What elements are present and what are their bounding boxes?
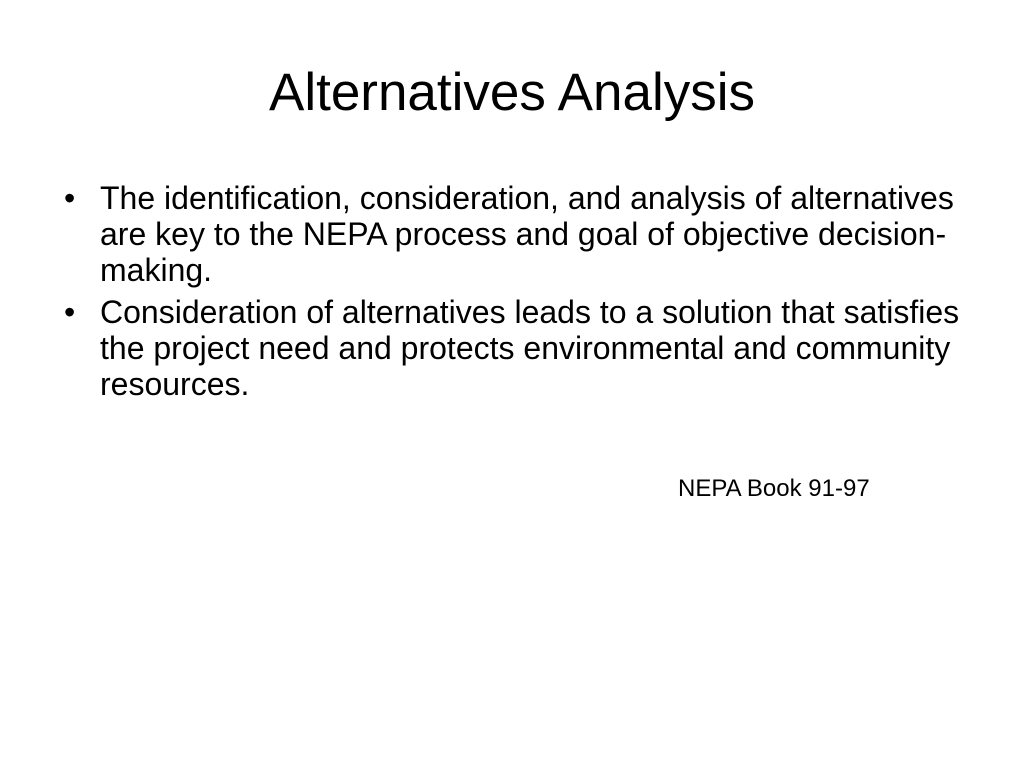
bullet-text: Consideration of alternatives leads to a solution that satisfies the project need and protects environmental and community resources. (100, 294, 960, 402)
citation: NEPA Book 91-97 (678, 475, 870, 502)
bullet-icon: • (64, 180, 76, 216)
slide-title: Alternatives Analysis (268, 63, 756, 122)
bullet-list (30, 180, 990, 408)
bullet-icon: • (64, 294, 76, 330)
bullet-text: The identification, consideration, and analysis of alternatives are key to the NEPA process and goal of objective decision-making. (100, 180, 954, 288)
bullet-item (30, 294, 990, 402)
bullet-item (30, 180, 990, 288)
